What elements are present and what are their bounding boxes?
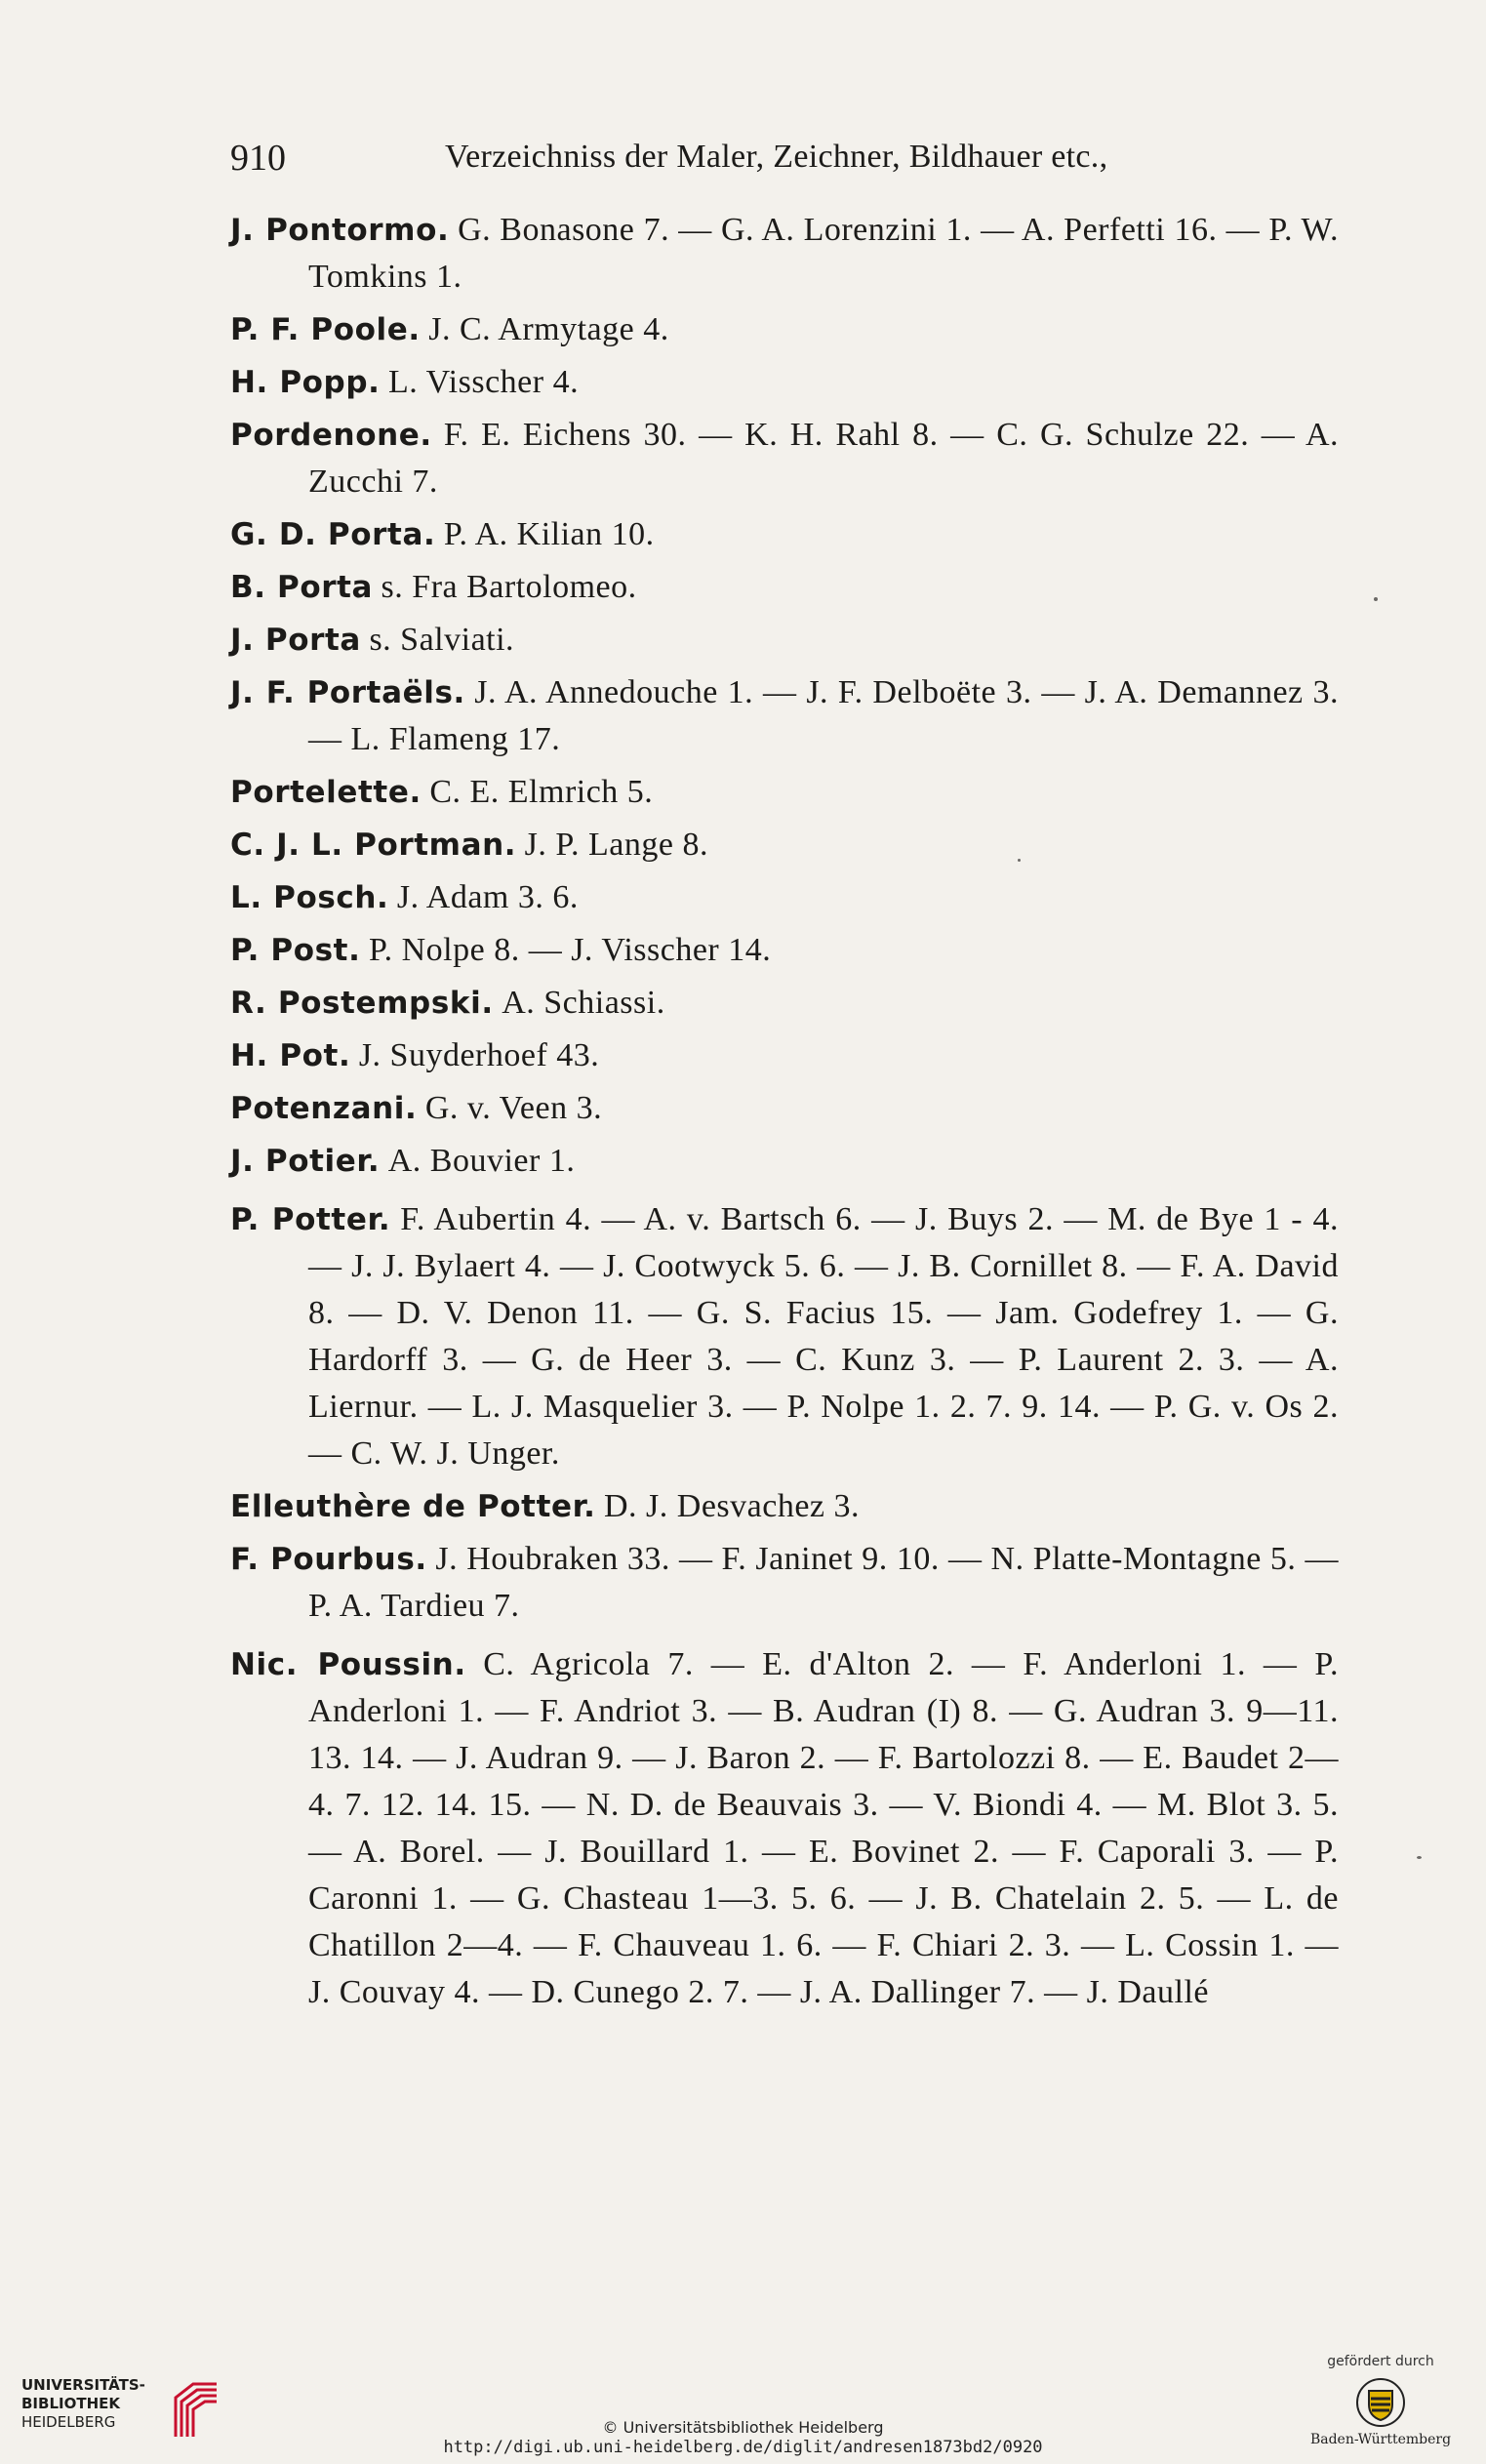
sponsor-block bbox=[1298, 2354, 1464, 2461]
engraver-list: G. Bonasone 7. — G. A. Lorenzini 1. — A. Perfetti 16. — P. W. Tomkins 1. bbox=[308, 212, 1340, 295]
engraver-list: P. A. Kilian 10. bbox=[443, 516, 655, 552]
copyright-notice: © Universitätsbibliothek Heidelberg bbox=[602, 2418, 884, 2437]
artist-name: J. Porta bbox=[230, 623, 361, 658]
artist-name: Elleuthère de Potter. bbox=[230, 1489, 596, 1524]
library-name-line: UNIVERSITÄTS- bbox=[21, 2376, 145, 2394]
artist-name: Potenzani. bbox=[230, 1091, 418, 1126]
sponsor-caption: gefördert durch bbox=[1327, 2354, 1434, 2369]
index-entry-poussin bbox=[230, 1641, 1339, 2016]
artist-name: P. Potter. bbox=[230, 1202, 391, 1237]
engraver-list: s. Salviati. bbox=[369, 622, 515, 658]
artist-name: Pordenone. bbox=[230, 418, 432, 453]
engraver-list: A. Schiassi. bbox=[502, 985, 665, 1021]
scan-speck bbox=[1018, 859, 1021, 862]
engraver-list: C. E. Elmrich 5. bbox=[429, 774, 654, 810]
index-entry-posch bbox=[230, 874, 1339, 921]
scan-speck bbox=[1374, 597, 1378, 601]
index-entry-pordenone bbox=[230, 412, 1339, 505]
engraver-list: F. E. Eichens 30. — K. H. Rahl 8. — C. G. Schulze 22. — A. Zucchi 7. bbox=[308, 417, 1340, 500]
engraver-list: s. Fra Bartolomeo. bbox=[381, 569, 637, 605]
engraver-list: D. J. Desvachez 3. bbox=[603, 1488, 861, 1524]
artist-name: B. Porta bbox=[230, 570, 374, 605]
index-entry-pot bbox=[230, 1032, 1339, 1079]
index-entry-postempski bbox=[230, 980, 1339, 1027]
artist-name: H. Popp. bbox=[230, 365, 381, 400]
index-entry-portaels bbox=[230, 669, 1339, 763]
index-entry-portman bbox=[230, 822, 1339, 868]
index-entries bbox=[230, 207, 1339, 2022]
sponsor-name: Baden-Württemberg bbox=[1309, 2432, 1452, 2447]
artist-name: L. Posch. bbox=[230, 880, 389, 915]
artist-name: J. Pontormo. bbox=[230, 213, 450, 248]
index-entry-elleuthere-de-potter bbox=[230, 1483, 1339, 1530]
artist-name: H. Pot. bbox=[230, 1038, 351, 1073]
artist-name: J. Potier. bbox=[230, 1144, 381, 1179]
page-number: 910 bbox=[230, 138, 286, 179]
engraver-list: J. C. Armytage 4. bbox=[428, 311, 669, 347]
artist-name: R. Postempski. bbox=[230, 986, 494, 1021]
engraver-list: J. Houbraken 33. — F. Janinet 9. 10. — N. Platte-Montagne 5. — P. A. Tardieu 7. bbox=[308, 1541, 1340, 1624]
index-entry-poole bbox=[230, 306, 1339, 353]
engraver-list: J. A. Annedouche 1. — J. F. Delboëte 3. — J. A. Demannez 3. — L. Flameng 17. bbox=[308, 674, 1339, 757]
index-entry-popp bbox=[230, 359, 1339, 406]
index-entry-pourbus bbox=[230, 1536, 1339, 1630]
engraver-list: J. Adam 3. 6. bbox=[396, 879, 579, 915]
engraver-list: J. P. Lange 8. bbox=[524, 827, 708, 863]
artist-name: F. Pourbus. bbox=[230, 1542, 427, 1577]
index-entry-potenzani bbox=[230, 1085, 1339, 1132]
scan-speck bbox=[1417, 1856, 1422, 1859]
artist-name: Portelette. bbox=[230, 775, 422, 810]
index-entry-post bbox=[230, 927, 1339, 974]
index-entry-j-porta bbox=[230, 617, 1339, 664]
engraver-list: C. Agricola 7. — E. d'Alton 2. — F. Anderloni 1. — P. Anderloni 1. — F. Andriot 3. — B. Audran (I) 8. — G. Audran 3. 9—11. 13. 14. — J. Audran 9. — J. Baron 2. — F. Bartolozzi 8. — E. Baudet 2—4. 7. 12. 14. 15. — N. D. de Beauvais 3. — V. Biondi 4. — M. Blot 3. 5. — A. Borel. — J. Bouillard 1. — E. Bovinet 2. — F. Caporali 3. — P. Caronni 1. — G. Chasteau 1—3. 5. 6. — J. B. Chatelain 2. 5. — L. de Chatillon 2—4. — F. Chauveau 1. 6. — F. Chiari 2. 3. — L. Cossin 1. — J. Couvay 4. — D. Cunego 2. 7. — J. A. Dallinger 7. — J. Daullé bbox=[308, 1646, 1340, 2010]
digitization-footer bbox=[0, 2332, 1486, 2464]
index-entry-g-d-porta bbox=[230, 511, 1339, 558]
engraver-list: A. Bouvier 1. bbox=[387, 1143, 576, 1179]
artist-name: P. F. Poole. bbox=[230, 312, 421, 347]
artist-name: P. Post. bbox=[230, 933, 361, 968]
engraver-list: J. Suyderhoef 43. bbox=[358, 1037, 600, 1073]
artist-name: Nic. Poussin. bbox=[230, 1647, 466, 1682]
permalink-url[interactable]: http://digi.ub.uni-heidelberg.de/diglit/andresen1873bd2/0920 bbox=[443, 2438, 1043, 2457]
page-header bbox=[230, 137, 1339, 185]
library-name-line: HEIDELBERG bbox=[21, 2413, 116, 2431]
artist-name: C. J. L. Portman. bbox=[230, 828, 517, 863]
library-name-line: BIBLIOTHEK bbox=[21, 2395, 120, 2412]
running-title: Verzeichniss der Maler, Zeichner, Bildhauer etc., bbox=[445, 139, 1108, 175]
artist-name: G. D. Porta. bbox=[230, 517, 436, 552]
artist-name: J. F. Portaëls. bbox=[230, 675, 465, 710]
coat-of-arms-icon bbox=[1355, 2377, 1406, 2428]
engraver-list: L. Visscher 4. bbox=[388, 364, 580, 400]
engraver-list: F. Aubertin 4. — A. v. Bartsch 6. — J. Buys 2. — M. de Bye 1 - 4. — J. J. Bylaert 4. — J. Cootwyck 5. 6. — J. B. Cornillet 8. — F. A. David 8. — D. V. Denon 11. — G. S. Facius 15. — Jam. Godefrey 1. — G. Hardorff 3. — G. de Heer 3. — C. Kunz 3. — P. Laurent 2. 3. — A. Liernur. — L. J. Masquelier 3. — P. Nolpe 1. 2. 7. 9. 14. — P. G. v. Os 2. — C. W. J. Unger. bbox=[308, 1201, 1339, 1472]
engraver-list: P. Nolpe 8. — J. Visscher 14. bbox=[368, 932, 772, 968]
engraver-list: G. v. Veen 3. bbox=[424, 1090, 603, 1126]
index-entry-p-potter bbox=[230, 1196, 1339, 1477]
index-entry-pontormo bbox=[230, 207, 1339, 301]
index-entry-portelette bbox=[230, 769, 1339, 816]
index-entry-potier bbox=[230, 1138, 1339, 1185]
index-entry-b-porta bbox=[230, 564, 1339, 611]
